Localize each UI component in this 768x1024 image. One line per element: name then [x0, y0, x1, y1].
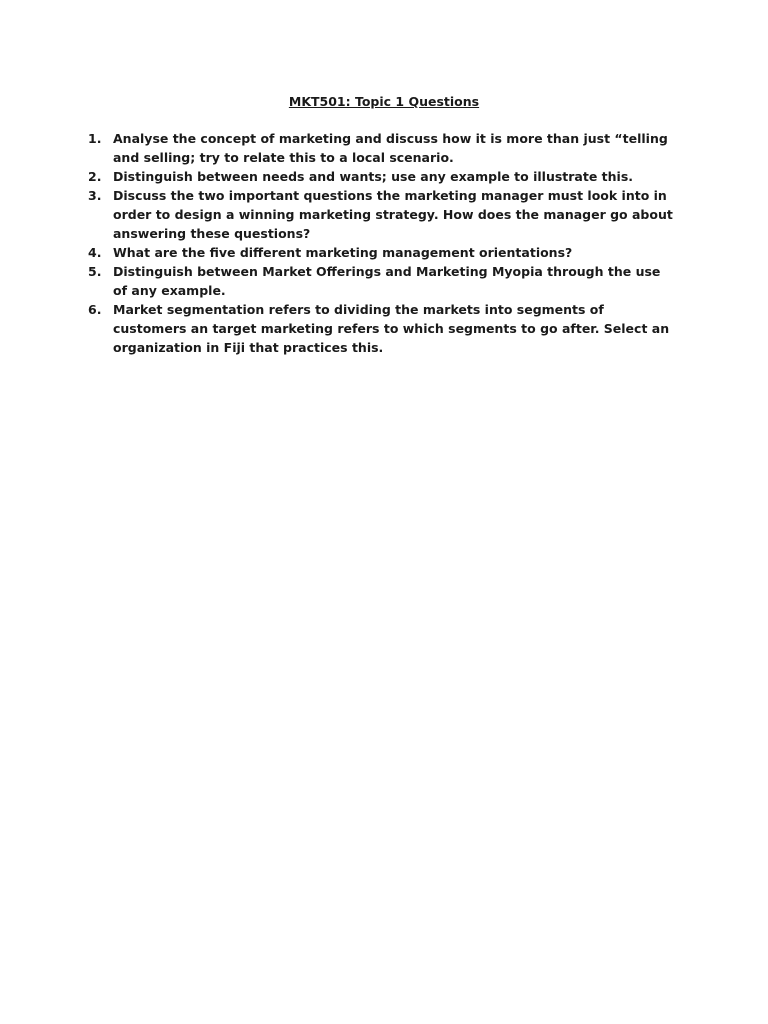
question-number: 5. — [88, 264, 102, 279]
document-title: MKT501: Topic 1 Questions — [288, 94, 480, 109]
question-item-4 — [88, 243, 678, 262]
question-text: Distinguish between needs and wants; use any example to illustrate this. — [113, 169, 634, 184]
question-number: 3. — [88, 188, 102, 203]
question-item-1 — [88, 129, 678, 167]
question-text: Analyse the concept of marketing and discuss how it is more than just “telling and selling; try to relate this to a local scenario. — [113, 131, 668, 165]
question-number: 4. — [88, 245, 102, 260]
question-text: Market segmentation refers to dividing the markets into segments of customers an target marketing refers to which segments to go after. Select an organization in Fiji that practices this. — [113, 302, 670, 355]
question-text: Distinguish between Market Offerings and Marketing Myopia through the use of any example. — [113, 264, 661, 298]
question-number: 1. — [88, 131, 102, 146]
question-item-3 — [88, 186, 678, 243]
question-item-5 — [88, 262, 678, 300]
question-text: What are the five different marketing management orientations? — [113, 245, 573, 260]
question-text: Discuss the two important questions the marketing manager must look into in order to design a winning marketing strategy. How does the manager go about answering these questions? — [113, 188, 673, 241]
question-number: 2. — [88, 169, 102, 184]
question-item-2 — [88, 167, 678, 186]
question-number: 6. — [88, 302, 102, 317]
question-list — [88, 129, 678, 357]
question-item-6 — [88, 300, 678, 357]
